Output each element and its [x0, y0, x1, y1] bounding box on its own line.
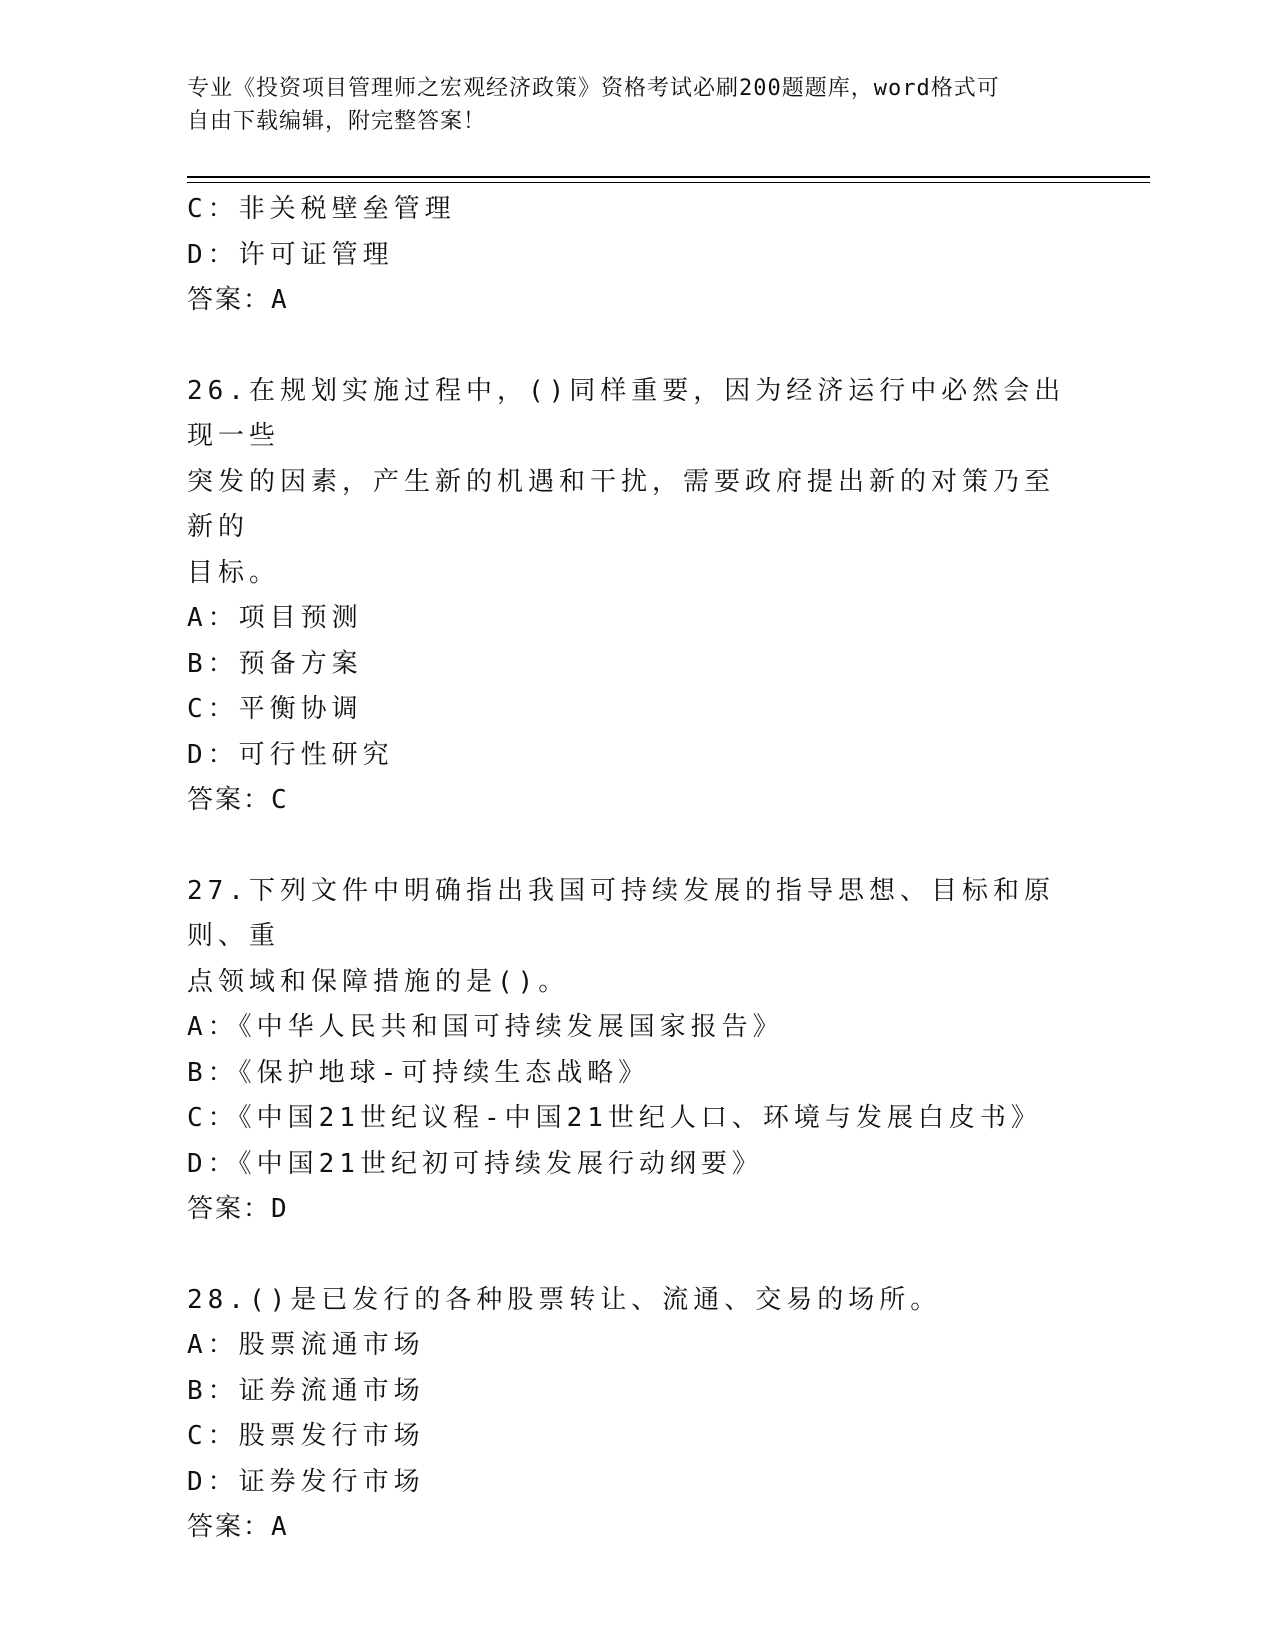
question-stem	[187, 369, 1077, 597]
header-line-1: 专业《投资项目管理师之宏观经济政策》资格考试必刷200题题库，word格式可	[187, 76, 1000, 101]
option-a: A：股票流通市场	[187, 1330, 425, 1360]
option-b: B：《保护地球-可持续生态战略》	[187, 1057, 650, 1088]
answer: 答案：A	[187, 1512, 289, 1542]
option-b: B：预备方案	[187, 648, 363, 679]
answer: 答案：A	[187, 285, 289, 315]
question-25-tail	[187, 187, 1087, 324]
stem-line: 26.在规划实施过程中，()同样重要，因为经济运行中必然会出现一些	[187, 375, 1066, 451]
question-26	[187, 369, 1087, 824]
option-d: D：《中国21世纪初可持续发展行动纲要》	[187, 1148, 763, 1179]
stem-line: 点领域和保障措施的是()。	[187, 966, 570, 997]
option-b: B：证券流通市场	[187, 1375, 425, 1406]
option-a: A：项目预测	[187, 603, 363, 633]
answer: 答案：C	[187, 785, 289, 815]
option-c: C：非关税壁垒管理	[187, 194, 456, 224]
option-c: C：股票发行市场	[187, 1421, 425, 1451]
stem-line: 目标。	[187, 557, 281, 588]
option-d: D：可行性研究	[187, 739, 394, 770]
option-c: C：平衡协调	[187, 694, 363, 724]
header-divider-thick	[187, 176, 1150, 178]
header-line-2: 自由下载编辑，附完整答案！	[187, 109, 487, 134]
stem-line: 突发的因素，产生新的机遇和干扰，需要政府提出新的对策乃至新的	[187, 466, 1056, 542]
option-a: A：《中华人民共和国可持续发展国家报告》	[187, 1012, 784, 1042]
option-d: D：许可证管理	[187, 239, 394, 270]
question-stem	[187, 869, 1077, 1006]
question-28	[187, 1278, 1087, 1551]
question-list	[187, 187, 1087, 1551]
question-27	[187, 869, 1087, 1233]
stem-line: 28.()是已发行的各种股票转让、流通、交易的场所。	[187, 1284, 942, 1315]
stem-line: 27.下列文件中明确指出我国可持续发展的指导思想、目标和原则、重	[187, 875, 1055, 951]
answer: 答案：D	[187, 1194, 289, 1224]
header-divider-thin	[187, 182, 1150, 183]
document-header	[187, 72, 1067, 138]
option-c: C：《中国21世纪议程-中国21世纪人口、环境与发展白皮书》	[187, 1103, 1042, 1133]
question-stem	[187, 1278, 1077, 1324]
option-d: D：证券发行市场	[187, 1466, 425, 1497]
